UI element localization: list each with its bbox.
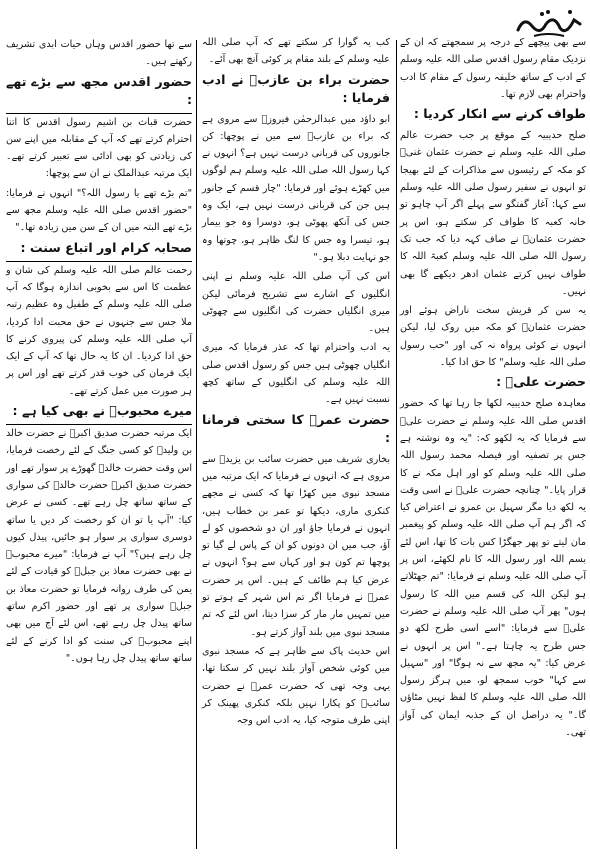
paragraph: یہ ادب واحترام تھا کہ عذر فرمایا کہ میری انگلیاں چھوٹی ہیں جس کو رسول اقدس صلی اللہ علیہ وسلم کی انگلیوں کے ساتھ کچھ نسبت نہیں ہے۔ xyxy=(202,342,390,406)
section-heading: حضور اقدس مجھ سے بڑے تھے : xyxy=(6,73,192,107)
section-heading: طواف کرنے سے انکار کردیا : xyxy=(413,106,586,122)
paragraph: معاہدہ صلح حدیبیہ لکھا جا رہا تھا کہ حضور اقدس صلی اللہ علیہ وسلم نے حضرت علیؓ سے فرمایا کہ یہ لکھو کہ: "یہ وہ نوشتہ ہے جس پر تصفیہ اور فیصلہ محمد رسول اللہ صلی اللہ علیہ وسلم کو اور اہل مکہ نے کا قرار پایا۔" چنانچہ حضرت علیؓ نے اسی وقت یہ لکھ دیا مگر سہیل بن عمرو نے اعتراض کیا کہ اگر ہم آپ صلی اللہ علیہ وسلم کو پیغمبر مان لیتے تو پھر جھگڑا کس بات کا تھا، اس لئے بسم اللہ اور رسول اللہ کا نام لکھئے، اس پر آپ صلی اللہ علیہ وسلم نے فرمایا: "تم جھٹلاتے ہو لیکن اللہ کی قسم میں اللہ کا رسول ہوں" پھر آپ صلی اللہ علیہ وسلم نے حضرت علیؓ سے فرمایا: "اسے اسی طرح لکھ دو جس طرح یہ چاہتا ہے۔" اس پر انہوں نے عرض کیا: "یہ مجھ سے نہ ہوگا" اور "سہیل سے کہا" خوب سمجھ لو، میں ہرگز رسول اللہ صلی اللہ علیہ وسلم کا لفظ نہیں مٹاؤں گا۔" یہ دراصل ان کے جذبہ ایمان کی آواز تھی۔ xyxy=(400,398,586,738)
paragraph: رحمت عالم صلی اللہ علیہ وسلم کی شان و عظمت کا اس سے بخوبی اندازہ ہوگا کہ آپ صلی اللہ علیہ وسلم کے طفیل وہ عظیم رتبہ ملا جس سے جنہوں نے حق محبت ادا کردیا، آپ صلی اللہ علیہ وسلم کی پیروی کرنے کا حق ادا کردیا۔ ان کا یہ حال تھا کہ آپ کے ایک ایک فرمان کی خوب قدر کرتے تھے اور اس پر ہر صورت میں عمل کرتے تھے۔ xyxy=(6,264,192,397)
section-heading: حضرت عمرؓ کا سختی فرمانا : xyxy=(202,411,390,445)
column-right xyxy=(400,34,586,743)
paragraph: صلح حدیبیہ کے موقع پر جب حضرت عالم صلی اللہ علیہ وسلم نے حضرت عثمان غنیؓ کو مکہ کے رئیسوں سے مذاکرات کے لئے بھیجا تو انہوں نے سفیر رسول صلی اللہ علیہ وسلم سے کہا: آغاز گفتگو سے پہلے اگر آپ چاہو تو خانہ کعبہ کا طواف کر سکتے ہو، اس پر حضرت عثمانؓ نے صاف کہہ دیا کہ جب تک رسول اللہ صلی اللہ علیہ وسلم کعبۃ اللہ کا طواف نہیں کرتے عثمان ادھر دیکھے گا بھی نہیں۔ xyxy=(400,130,586,297)
section-heading: میرے محبوبؐ نے بھی کیا ہے : xyxy=(12,403,192,419)
section-heading: صحابہ کرام اور اتباع سنت : xyxy=(20,239,192,255)
paragraph: یہ سن کر قریش سخت ناراض ہوئے اور حضرت عثمانؓ کو مکہ میں روک لیا، لیکن انہوں نے کوئی پرواہ نہ کی اور "حب رسول صلی اللہ علیہ وسلم" کا حق ادا کیا۔ xyxy=(400,305,586,369)
paragraph: ابو داؤد میں عبدالرحمٰن فیروزؓ سے مروی ہے کہ براء بن عازبؓ سے میں نے پوچھا: کن جانوروں کی قربانی درست نہیں ہے؟ انہوں نے کہا رسول اللہ صلی اللہ علیہ وسلم ہم لوگوں میں کھڑے ہوئے اور فرمایا: "چار قسم کے جانور ہیں جن کی قربانی درست نہیں ہے، ایک وہ جس کی آنکھ پھوٹی ہو، دوسرا وہ جو بیمار ہو، تیسرا وہ جس کا لنگ ظاہر ہو، چوتھا وہ جو نہایت دبلا ہو۔" xyxy=(202,113,390,263)
paragraph: ایک مرتبہ حضرت صدیق اکبرؓ نے حضرت خالد بن ولیدؓ کو کسی جنگ کے لئے رخصت فرمایا، اس وقت حضرت خالدؓ گھوڑے پر سوار تھے اور حضرت صدیق اکبرؓ حضرت خالدؓ کی سواری کے ساتھ ساتھ چل رہے تھے۔ کسی نے عرض کیا: "آپ یا تو ان کو رخصت کر دیں یا ساتھ دوسری سواری پر سوار ہو جائیں، پیدل کیوں چل رہے ہیں؟" آپ نے فرمایا: "میرے محبوبؐ نے بھی حضرت معاذ بن جبلؓ کو قیادت کے لئے یمن کی طرف روانہ فرمایا تو حضرت معاذ بن جبلؓ سواری پر تھے اور حضور اکرم ساتھ ساتھ پیدل چل رہے تھے، اس لئے آج میں بھی اپنے محبوبؐ کی سنت کو ادا کرنے کے لئے ساتھ ساتھ پیدل چل رہا ہوں۔" xyxy=(6,428,192,664)
paragraph: سے تھا حضور اقدس وہاں حیات ابدی تشریف رکھتے ہیں۔ xyxy=(6,39,192,68)
column-middle xyxy=(202,34,390,731)
section-heading: حضرت علیؓ : xyxy=(496,374,586,390)
paragraph: کب یہ گوارا کر سکتے تھے کہ آپ صلی اللہ علیہ وسلم کے بلند مقام پر کوئی آنچ بھی آئے۔ xyxy=(202,37,390,66)
paragraph: سے بھی پیچھے کے درجہ پر سمجھتے کہ ان کے نزدیک مقام رسول اقدس صلی اللہ علیہ وسلم کے ادب کے ساتھ خلیفہ رسول کے مقام کا ادب واحترام بھی لازم تھا۔ xyxy=(400,37,586,100)
section-heading: حضرت براء بن عازبؓ نے ادب فرمایا : xyxy=(202,71,390,105)
column-divider-left xyxy=(196,40,197,849)
column-divider-right xyxy=(396,40,397,849)
paragraph: بخاری شریف میں حضرت سائب بن یزیدؓ سے مروی ہے کہ انہوں نے فرمایا کہ ایک مرتبہ میں مسجد نبوی میں کھڑا تھا کہ کسی نے مجھے کنکری ماری، دیکھا تو عمر بن خطاب ہیں، انہوں نے فرمایا جاؤ اور ان دو شخصوں کو لے آؤ، جب میں ان دونوں کو ان کے پاس لے گیا تو پوچھا تم کون ہو اور کہاں سے ہو؟ انہوں نے عرض کیا ہم طائف کے ہیں۔ اس پر حضرت عمرؓ نے فرمایا اگر تم اس شہر کے ہوتے تو میں تمہیں مار مار کر سزا دیتا، اس لئے کہ تم مسجد نبوی میں بلند آواز کرتے ہو۔ xyxy=(202,453,390,638)
paragraph: اس حدیث پاک سے ظاہر ہے کہ مسجد نبوی میں کوئی شخص آواز بلند نہیں کر سکتا تھا، یہی وجہ تھی کہ حضرت عمرؓ نے حضرت سائبؓ کو پکارا نہیں بلکہ کنکری پھینک کر اپنی طرف متوجہ کیا، یہ ادب اس وجہ xyxy=(202,645,390,727)
paragraph: اس کی آپ صلی اللہ علیہ وسلم نے اپنی انگلیوں کے اشارے سے تشریح فرمائی لیکن میری انگلیاں حضرت کی انگلیوں سے چھوٹی ہیں۔ xyxy=(202,271,390,335)
paragraph: "تم بڑے تھے یا رسول اللہ؟" انہوں نے فرمایا: "حضور اقدس صلی اللہ علیہ وسلم مجھ سے بڑے تھے البتہ میں ان کے سن میں زیادہ تھا۔" xyxy=(6,187,192,234)
paragraph: حضرت قباث بن اشیم رسول اقدس کا اتنا احترام کرتے تھے کہ آپ کے مقابلہ میں اپنے سن کی زیادتی کو بھی ادائی سے تعبیر کرتے تھے۔ ایک مرتبہ عبدالملک نے ان سے پوچھا: xyxy=(6,116,192,180)
column-left xyxy=(6,36,192,669)
